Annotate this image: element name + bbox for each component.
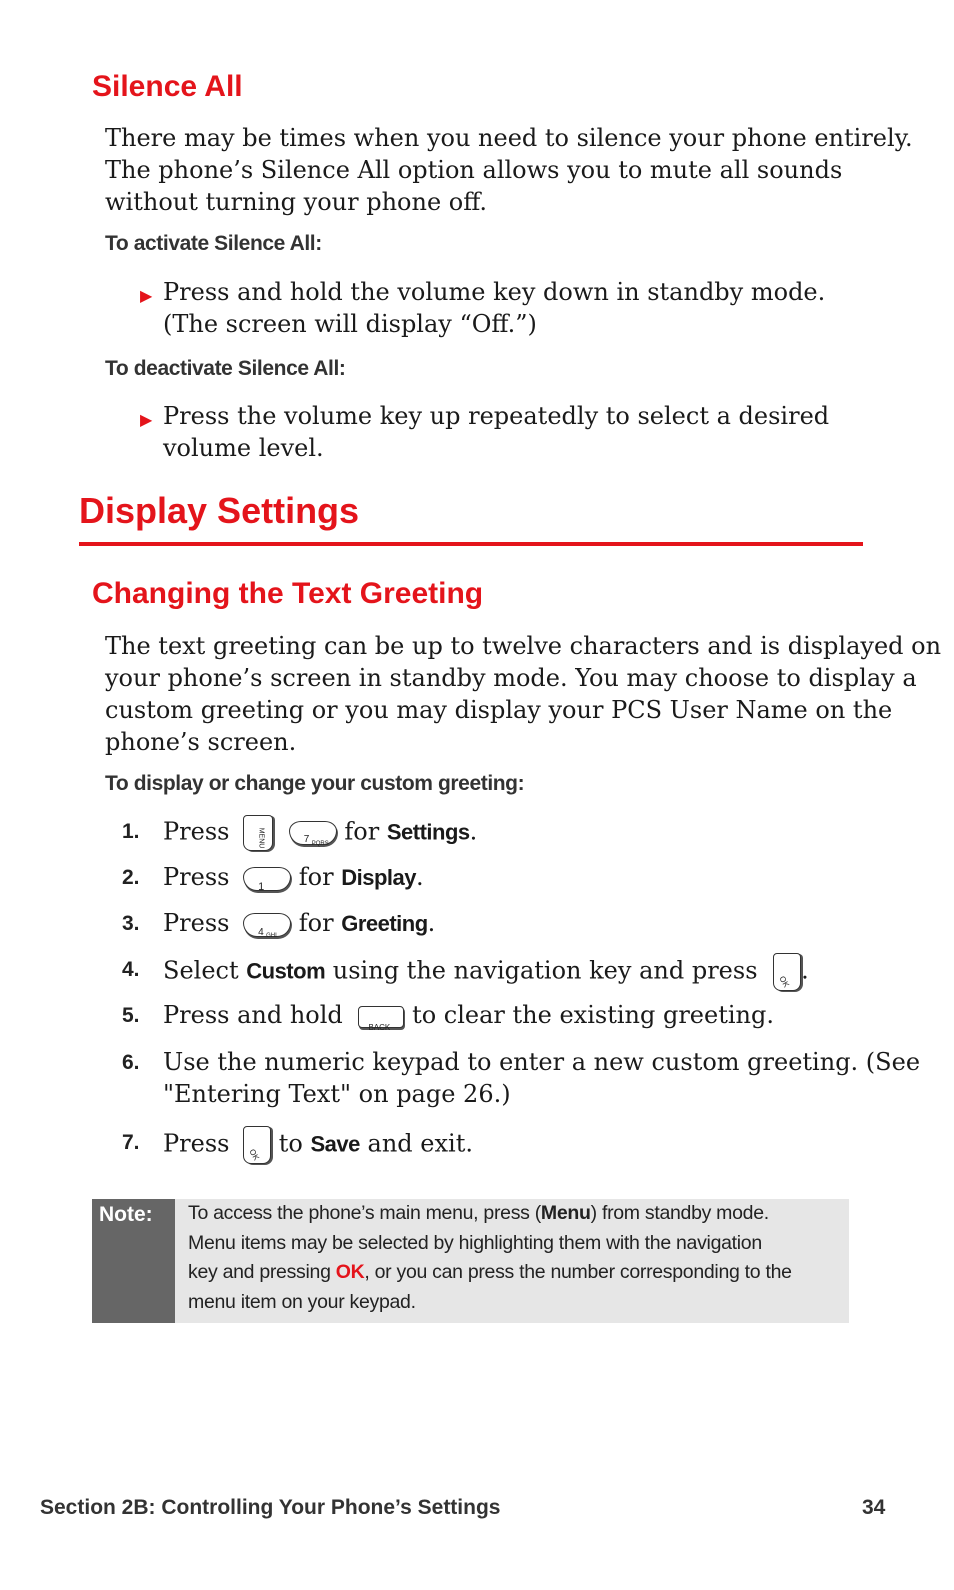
step-4 xyxy=(163,953,809,991)
menu-key-icon xyxy=(243,815,273,851)
key-label: 7 xyxy=(303,834,310,845)
step-text: for xyxy=(298,863,334,891)
step-keyword: Settings xyxy=(386,819,470,845)
note-line xyxy=(188,1258,848,1288)
step-text: to clear the existing greeting. xyxy=(412,1001,774,1029)
note-fragment: To access the phone’s main menu, press ( xyxy=(188,1202,541,1224)
step-number: 7. xyxy=(122,1131,140,1154)
intro-line: phone’s screen. xyxy=(105,728,297,756)
key-label: MENU xyxy=(257,827,265,849)
section-divider xyxy=(79,542,863,546)
step-text: to xyxy=(278,1129,303,1158)
step-number: 3. xyxy=(122,912,140,935)
note-keyword: Menu xyxy=(540,1202,591,1224)
step-keyword: Display xyxy=(341,865,416,890)
ok-key-icon xyxy=(773,953,801,991)
step-keyword: Greeting xyxy=(341,911,428,936)
step-text: "Entering Text" on page 26.) xyxy=(163,1080,511,1108)
step-text: . xyxy=(801,956,809,985)
key-label: OK xyxy=(247,1147,262,1163)
intro-line: There may be times when you need to silence your phone entirely. xyxy=(105,124,913,152)
intro-line: custom greeting or you may display your PCS User Name on the xyxy=(105,696,893,724)
step-text: Select xyxy=(163,956,239,985)
note-fragment: , or you can press the number corresponding to the xyxy=(364,1261,792,1283)
display-settings-heading: Display Settings xyxy=(79,490,360,531)
step-text: . xyxy=(427,909,436,937)
key-label: GHI xyxy=(266,932,277,939)
note-text xyxy=(188,1199,848,1317)
text-greeting-heading: Changing the Text Greeting xyxy=(92,577,484,610)
key-label: BACK xyxy=(368,1022,391,1032)
step-3 xyxy=(163,907,435,940)
note-fragment: ) from standby mode. xyxy=(590,1202,769,1224)
note-label: Note: xyxy=(99,1203,153,1226)
step-7 xyxy=(163,1126,473,1164)
step-1 xyxy=(163,815,477,851)
step-text: Press and hold xyxy=(163,1001,343,1029)
bullet-line: Press and hold the volume key down in standby mode. xyxy=(163,278,826,306)
note-fragment: key and pressing xyxy=(188,1261,336,1283)
step-text: using the navigation key and press xyxy=(332,956,758,985)
key-label: OK xyxy=(777,974,792,990)
step-number: 2. xyxy=(122,866,140,889)
step-number: 1. xyxy=(122,820,140,843)
step-text: . xyxy=(469,817,478,846)
bullet-arrow-icon: ▶ xyxy=(140,286,153,305)
key-4-icon xyxy=(243,913,291,937)
step-text: . xyxy=(415,863,424,891)
bullet-line: volume level. xyxy=(163,434,324,462)
ok-key-icon xyxy=(243,1126,271,1164)
deactivate-label: To deactivate Silence All: xyxy=(105,357,346,380)
note-line xyxy=(188,1199,848,1229)
intro-line: The text greeting can be up to twelve characters and is displayed on xyxy=(105,632,942,660)
step-text: Press xyxy=(163,817,230,846)
note-keyword: OK xyxy=(335,1261,365,1283)
intro-line: your phone’s screen in standby mode. You may choose to display a xyxy=(105,664,917,692)
note-line: menu item on your keypad. xyxy=(188,1290,416,1313)
note-box xyxy=(92,1199,849,1323)
step-text: for xyxy=(298,909,334,937)
bullet-line: (The screen will display “Off.”) xyxy=(163,310,537,338)
step-text: for xyxy=(344,817,380,846)
footer-section-title: Section 2B: Controlling Your Phone’s Settings xyxy=(40,1496,501,1519)
step-number: 6. xyxy=(122,1051,140,1074)
key-1-icon xyxy=(243,867,291,891)
bullet-arrow-icon: ▶ xyxy=(140,410,153,429)
key-label: PQRS xyxy=(311,841,329,847)
step-text: Press xyxy=(163,1129,230,1158)
text-greeting-intro xyxy=(105,630,941,758)
steps-label: To display or change your custom greeting: xyxy=(105,772,525,795)
step-text: Use the numeric keypad to enter a new custom greeting. (See xyxy=(163,1048,921,1076)
intro-line: The phone’s Silence All option allows you to mute all sounds xyxy=(105,156,843,184)
bullet-line: Press the volume key up repeatedly to select a desired xyxy=(163,402,830,430)
step-2 xyxy=(163,861,424,894)
step-text: and exit. xyxy=(367,1129,473,1158)
step-5 xyxy=(163,999,774,1031)
step-number: 4. xyxy=(122,958,140,981)
activate-label: To activate Silence All: xyxy=(105,232,322,255)
key-label: 4 xyxy=(258,926,264,938)
step-text: Press xyxy=(163,863,230,891)
note-line: Menu items may be selected by highlighting them with the navigation xyxy=(188,1231,762,1254)
key-7-icon xyxy=(289,821,337,845)
silence-all-heading: Silence All xyxy=(92,70,243,103)
page-number: 34 xyxy=(862,1496,886,1519)
step-keyword: Save xyxy=(310,1131,360,1157)
silence-all-intro xyxy=(105,122,913,218)
activate-bullet xyxy=(163,276,825,340)
step-text: Press xyxy=(163,909,230,937)
intro-line: without turning your phone off. xyxy=(105,188,488,216)
step-keyword: Custom xyxy=(246,958,326,984)
step-number: 5. xyxy=(122,1004,140,1027)
deactivate-bullet xyxy=(163,400,829,464)
note-tag xyxy=(92,1199,175,1323)
back-key-icon xyxy=(358,1006,404,1032)
key-label: 1 xyxy=(258,880,265,893)
step-6 xyxy=(163,1046,920,1110)
